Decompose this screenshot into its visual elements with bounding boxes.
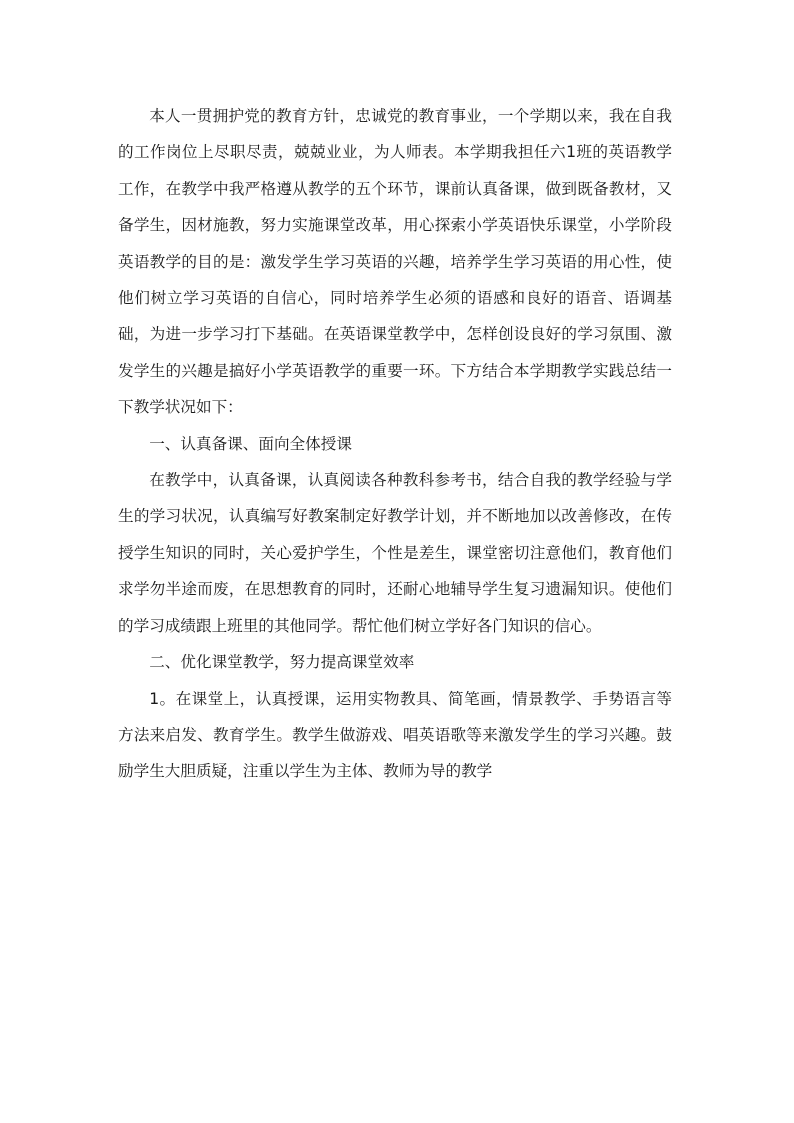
document-body — [118, 98, 672, 790]
section-heading-2: 二、优化课堂教学，努力提高课堂效率 — [149, 653, 415, 672]
paragraph-intro: 本人一贯拥护党的教育方针，忠诚党的教育事业，一个学期以来，我在自我的工作岗位上尽职尽责，兢兢业业，为人师表。本学期我担任六1班的英语教学工作，在教学中我严格遵从教学的五个环节，课前认真备课，做到既备教材，又备学生，因材施教，努力实施课堂改革，用心探索小学英语快乐课堂，小学阶段英语教学的目的是：激发学生学习英语的兴趣，培养学生学习英语的用心性，使他们树立学习英语的自信心，同时培养学生必须的语感和良好的语音、语调基础，为进一步学习打下基础。在英语课堂教学中，怎样创设良好的学习氛围、激发学生的兴趣是搞好小学英语教学的重要一环。下方结合本学期教学实践总结一下教学状况如下： — [118, 107, 672, 417]
paragraph-section-1: 在教学中，认真备课，认真阅读各种教科参考书，结合自我的教学经验与学生的学习状况，认真编写好教案制定好教学计划，并不断地加以改善修改，在传授学生知识的同时，关心爱护学生，个性是差生，课堂密切注意他们，教育他们求学勿半途而废，在思想教育的同时，还耐心地辅导学生复习遗漏知识。使他们的学习成绩跟上班里的其他同学。帮忙他们树立学好各门知识的信心。 — [118, 471, 672, 635]
section-heading-1: 一、认真备课、面向全体授课 — [149, 434, 352, 453]
paragraph-section-2-item-1: 1。在课堂上，认真授课，运用实物教具、简笔画，情景教学、手势语言等方法来启发、教育学生。教学生做游戏、唱英语歌等来激发学生的学习兴趣。鼓励学生大胆质疑，注重以学生为主体、教师为导的教学 — [118, 689, 672, 781]
